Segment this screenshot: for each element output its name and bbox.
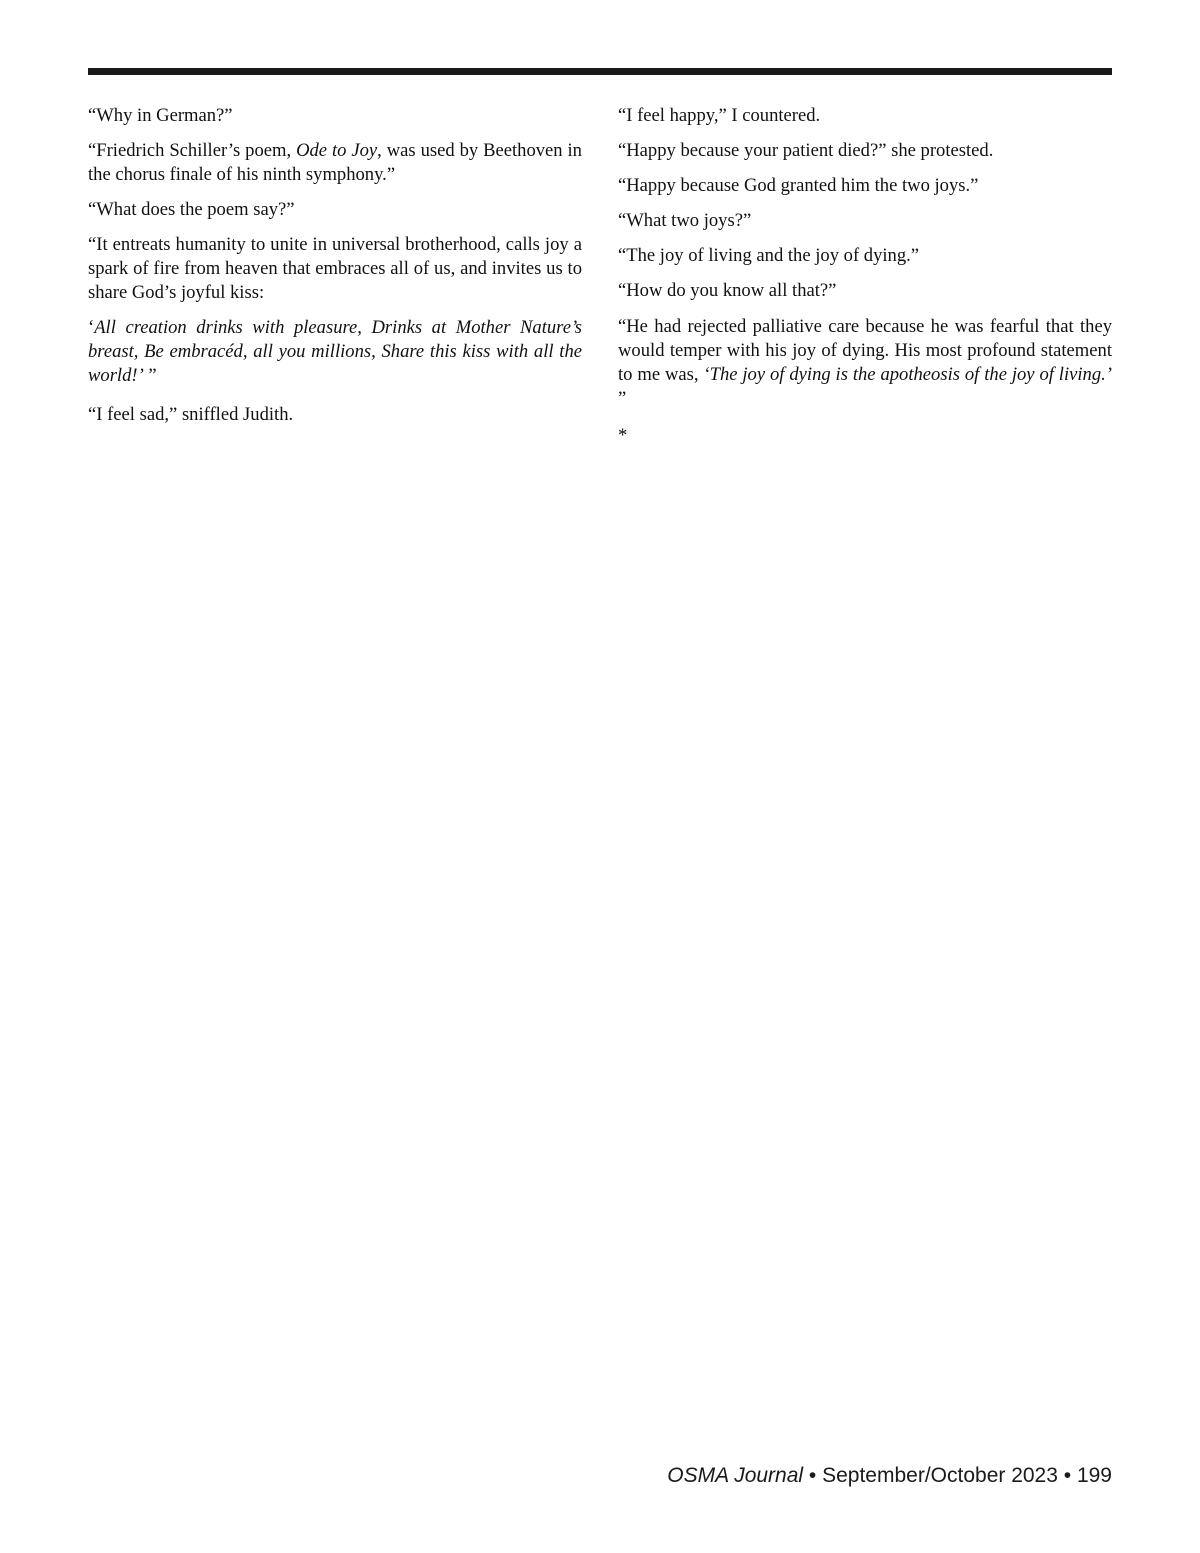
footer-bullet: • bbox=[803, 1464, 823, 1487]
footer-bullet: • bbox=[1057, 1464, 1077, 1487]
quote-italic: ‘The joy of dying is the apotheosis of the joy of living.’ bbox=[703, 364, 1112, 385]
section-separator: * bbox=[618, 425, 628, 446]
paragraph bbox=[88, 198, 582, 222]
paragraph-text: “Happy because God granted him the two joys.” bbox=[618, 175, 979, 196]
paragraph-text: “I feel happy,” I countered. bbox=[618, 105, 821, 126]
paragraph-text: “He had rejected palliative care because he was fearful that they would temper with his joy of dying. His most profound statement to me was, bbox=[618, 316, 1112, 385]
paragraph-text: “The joy of living and the joy of dying.” bbox=[618, 245, 920, 266]
journal-name: OSMA Journal bbox=[667, 1464, 804, 1487]
paragraph-text: “What two joys?” bbox=[618, 210, 752, 231]
paragraph bbox=[88, 104, 582, 128]
paragraph bbox=[618, 174, 1112, 198]
poem-title: Ode to Joy bbox=[296, 140, 378, 161]
issue-date: September/October 2023 bbox=[822, 1464, 1058, 1487]
paragraph-text: “How do you know all that?” bbox=[618, 280, 837, 301]
paragraph-text: “Why in German?” bbox=[88, 105, 233, 126]
paragraph bbox=[618, 315, 1112, 411]
poem-quote bbox=[88, 316, 582, 388]
left-column bbox=[88, 104, 582, 438]
quote-mark: ‘ bbox=[88, 317, 95, 338]
paragraph-text: “What does the poem say?” bbox=[88, 199, 295, 220]
paragraph bbox=[618, 104, 1112, 128]
paragraph-text: , was used by Beethoven in the chorus finale of his ninth symphony.” bbox=[88, 140, 582, 185]
top-rule bbox=[88, 68, 1112, 75]
paragraph-text: “It entreats humanity to unite in universal brotherhood, calls joy a spark of fire from heaven that embraces all of us, and invites us to share God’s joyful kiss: bbox=[88, 234, 582, 303]
paragraph bbox=[618, 244, 1112, 268]
paragraph-text: “I feel sad,” sniffled Judith. bbox=[88, 404, 294, 425]
paragraph bbox=[88, 403, 582, 427]
paragraph-text: “Happy because your patient died?” she protested. bbox=[618, 140, 994, 161]
paragraph bbox=[618, 209, 1112, 233]
paragraph bbox=[88, 233, 582, 305]
quote-mark: ” bbox=[618, 388, 627, 409]
paragraph-text: “Friedrich Schiller’s poem, bbox=[88, 140, 297, 161]
paragraph bbox=[618, 279, 1112, 303]
paragraph bbox=[618, 139, 1112, 163]
page-footer bbox=[667, 1464, 1112, 1488]
poem-lines: All creation drinks with pleasure, Drinks at Mother Nature’s breast, Be embracéd, all you millions, Share this kiss with all the world!’ bbox=[88, 317, 582, 386]
quote-mark: ” bbox=[143, 365, 157, 386]
paragraph bbox=[88, 139, 582, 187]
page-number: 199 bbox=[1076, 1464, 1112, 1487]
right-column bbox=[618, 104, 1112, 459]
